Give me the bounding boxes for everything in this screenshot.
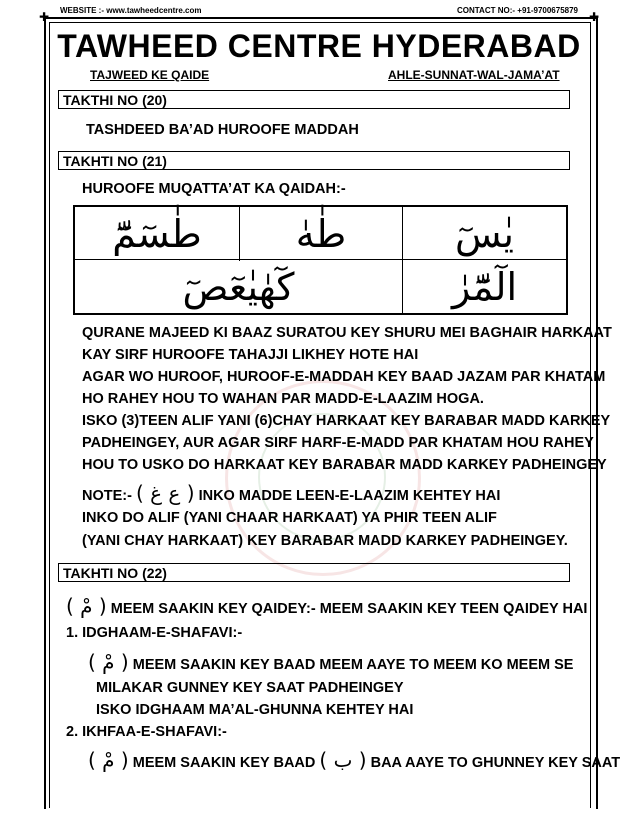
rule-item-2-text-b: BAA AAYE TO GHUNNEY KEY SAAT xyxy=(370,755,621,771)
rule-item-1-text-c: ISKO IDGHAAM MA’AL-GHUNNA KEHTEY HAI xyxy=(96,702,414,718)
takhti-21-heading: HUROOFE MUQATTA’AT KA QAIDAH:- xyxy=(82,181,346,197)
note-line: (YANI CHAY HARKAAT) KEY BARABAR MADD KARKEY PADHEINGEY. xyxy=(82,533,568,549)
rule-item-2-line xyxy=(88,748,620,772)
body-line: AGAR WO HUROOF, HUROOF-E-MADDAH KEY BAAD JAZAM PAR KHATAM xyxy=(82,369,606,385)
rule-item-1-line xyxy=(88,650,573,674)
note-suffix: INKO MADDE LEEN-E-LAAZIM KEHTEY HAI xyxy=(198,488,501,504)
subtitle-left: TAJWEED KE QAIDE xyxy=(90,68,210,82)
website-text: WEBSITE :- www.tawheedcentre.com xyxy=(60,6,202,15)
rule-item-1-text-b: MILAKAR GUNNEY KEY SAAT PADHEINGEY xyxy=(96,680,404,696)
muqattaat-table xyxy=(73,205,568,315)
note-arabic-letters: ( ع غ ) xyxy=(135,481,195,505)
rule-item-2: 2. IKHFAA-E-SHAFAVI:- xyxy=(66,724,227,740)
body-line: PADHEINGEY, AUR AGAR SIRF HARF-E-MADD PAR KHATAM HOU RAHEY xyxy=(82,435,594,451)
rule-item-1: 1. IDGHAAM-E-SHAFAVI:- xyxy=(66,625,243,641)
note-line: INKO DO ALIF (YANI CHAAR HARKAAT) YA PHIR TEEN ALIF xyxy=(82,510,497,526)
takhti-20-text: TASHDEED BA’AD HUROOFE MADDAH xyxy=(86,122,359,138)
rule-item-1-text-a: MEEM SAAKIN KEY BAAD MEEM AAYE TO MEEM KO MEEM SE xyxy=(132,657,574,673)
top-bar xyxy=(60,6,578,15)
takhti-20-header: TAKTHI NO (20) xyxy=(58,90,570,109)
muqattaat-cell: طٰسٓمّٓ xyxy=(112,212,202,256)
contact-text: CONTACT NO:- +91-9700675879 xyxy=(456,6,578,15)
body-line: QURANE MAJEED KI BAAZ SURATOU KEY SHURU MEI BAGHAIR HARKAAT xyxy=(82,325,612,341)
page-title: TAWHEED CENTRE HYDERABAD xyxy=(57,28,581,64)
meem-glyph: ( مْ ) xyxy=(88,650,129,674)
baa-glyph: ( ب ) xyxy=(319,748,367,772)
muqattaat-cell: الٓمّٓرٰ xyxy=(451,265,518,309)
note-line xyxy=(82,481,500,505)
meem-saakin-text: MEEM SAAKIN KEY QAIDEY:- MEEM SAAKIN KEY TEEN QAIDEY HAI xyxy=(110,601,588,617)
takhti-21-header: TAKHTI NO (21) xyxy=(58,151,570,170)
corner-ornament-icon: ✚ xyxy=(39,10,50,24)
takhti-22-header: TAKHTI NO (22) xyxy=(58,563,570,582)
meem-glyph: ( مْ ) xyxy=(88,748,129,772)
table-divider xyxy=(239,207,240,261)
body-line: HOU TO USKO DO HARKAAT KEY BARABAR MADD KARKEY PADHEINGEY xyxy=(82,457,607,473)
meem-glyph: ( مْ ) xyxy=(66,594,107,618)
body-line: ISKO (3)TEEN ALIF YANI (6)CHAY HARKAAT KEY BARABAR MADD KARKEY xyxy=(82,413,611,429)
table-divider xyxy=(402,207,403,261)
body-line: HO RAHEY HOU TO WAHAN PAR MADD-E-LAAZIM HOGA. xyxy=(82,391,484,407)
muqattaat-cell: طٰهٰ xyxy=(295,212,347,256)
note-prefix: NOTE:- xyxy=(82,488,132,504)
rule-item-2-text-a: MEEM SAAKIN KEY BAAD xyxy=(132,755,316,771)
body-line: KAY SIRF HUROOFE TAHAJJI LIKHEY HOTE HAI xyxy=(82,347,419,363)
meem-saakin-line xyxy=(66,594,587,618)
muqattaat-cell: يٰسٓ xyxy=(454,212,515,256)
muqattaat-cell: كٓهٰيٰعٓصٓ xyxy=(182,265,295,309)
subtitle-right: AHLE-SUNNAT-WAL-JAMA’AT xyxy=(388,68,560,82)
corner-ornament-icon: ✚ xyxy=(589,10,600,24)
table-divider xyxy=(402,260,403,314)
muqattaat-row-1 xyxy=(75,207,566,261)
muqattaat-row-2 xyxy=(75,260,566,314)
